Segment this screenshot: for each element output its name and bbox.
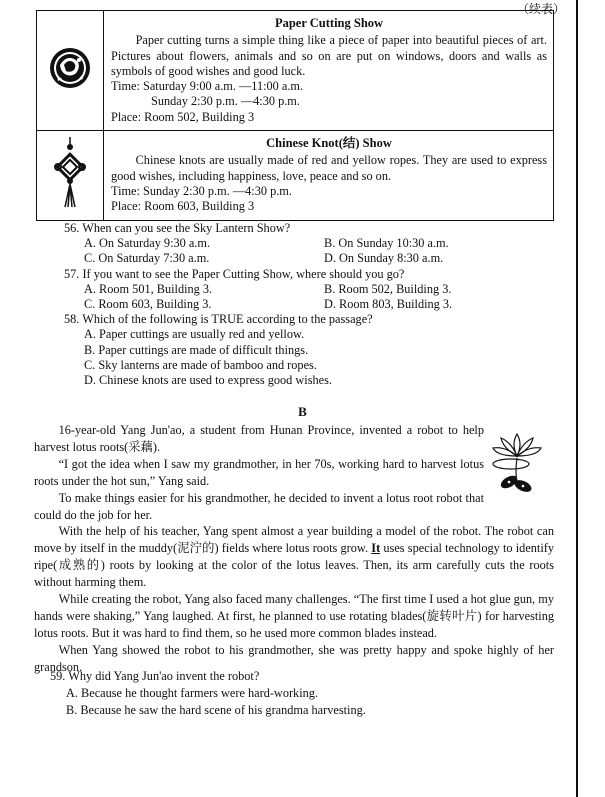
option: B. On Sunday 10:30 a.m. <box>324 236 449 251</box>
paragraph-text: special technology to identify ripe(成熟的) roots by looking at the color of the lotus leaves. Then, its arm carefully cuts the roots without harming them. <box>34 541 555 590</box>
option: B. Paper cuttings are made of difficult things. <box>84 342 309 357</box>
paragraph: “I got the idea when I saw my grandmother, in her 70s, working hard to harvest lotus roots under the hot sun,” Yang said. <box>34 456 484 488</box>
show-text-cell <box>104 131 554 220</box>
passage-b <box>34 422 554 676</box>
show-place: Place: Room 603, Building 3 <box>111 199 255 214</box>
options-grid <box>64 236 554 266</box>
paragraph-text: uses <box>383 541 405 556</box>
show-text-cell <box>104 11 554 131</box>
show-row-paper-cutting <box>37 11 554 131</box>
option: D. Room 803, Building 3. <box>324 297 453 312</box>
question-stem: 58. Which of the following is TRUE according to the passage? <box>64 312 373 327</box>
underlined-word: It <box>371 541 381 556</box>
question-stem: 56. When can you see the Sky Lantern Show? <box>64 221 291 235</box>
paper-cutting-icon <box>48 45 92 91</box>
paragraph: 16-year-old Yang Jun'ao, a student from Hunan Province, invented a robot to help harvest lotus roots(采藕). <box>34 423 484 454</box>
option: A. Paper cuttings are usually red and yellow. <box>84 327 305 342</box>
question-stem: 57. If you want to see the Paper Cutting Show, where should you go? <box>64 266 405 281</box>
option: C. On Saturday 7:30 a.m. <box>84 251 210 266</box>
paragraph: When Yang showed the robot to his grandmother, she was pretty happy and spoke highly of her grandson. <box>34 642 554 674</box>
option: B. Because he saw the hard scene of his grandma harvesting. <box>66 702 366 717</box>
show-time: Time: Sunday 2:30 p.m. —4:30 p.m. <box>111 183 292 198</box>
show-description: Paper cutting turns a simple thing like a piece of paper into beautiful pieces of art. Pictures about flowers, animals and so on are put on windows, doors and walls as symbols of good wishes and good luck. <box>111 33 547 78</box>
margin-rule <box>576 0 578 797</box>
questions-56-58 <box>64 221 554 388</box>
option: C. Sky lanterns are made of bamboo and ropes. <box>84 357 317 372</box>
show-description: Chinese knots are usually made of red and yellow ropes. They are used to express good wishes, including happiness, love, peace and so on. <box>111 153 547 183</box>
show-place: Place: Room 502, Building 3 <box>111 109 255 124</box>
paragraph-text: With the help of his teacher, Yang spent almost a year building a model of the robot. The robot can move by itself in the muddy(泥泞的) fields where lotus roots grow. <box>34 524 554 556</box>
option: A. Room 501, Building 3. <box>84 281 213 296</box>
paragraph: While creating the robot, Yang also faced many challenges. “The first time I used a hot glue gun, my hands were shaking,” Yang laughed. At first, he planned to use rotating blades(旋转叶片) for harvesting lotus roots. But it was hard to find them, so he used more common blades instead. <box>34 592 554 640</box>
option: C. Room 603, Building 3. <box>84 297 212 312</box>
show-time: Time: Saturday 9:00 a.m. —11:00 a.m. <box>111 79 304 94</box>
option: D. Chinese knots are used to express good wishes. <box>84 373 332 388</box>
show-time-2: Sunday 2:30 p.m. —4:30 p.m. <box>151 94 300 109</box>
show-title: Paper Cutting Show <box>274 16 384 30</box>
option: A. On Saturday 9:30 a.m. <box>84 236 211 251</box>
show-row-chinese-knot <box>37 131 554 220</box>
options-grid <box>64 282 554 312</box>
option: A. Because he thought farmers were hard-working. <box>66 685 318 700</box>
show-image-cell <box>37 11 104 131</box>
continued-label: （续表） <box>516 2 565 16</box>
option: D. On Sunday 8:30 a.m. <box>324 251 444 266</box>
question-stem: 59. Why did Yang Jun'ao invent the robot? <box>50 669 260 683</box>
show-title: Chinese Knot(结) Show <box>266 136 392 151</box>
option: B. Room 502, Building 3. <box>324 281 452 296</box>
section-heading: B <box>298 404 307 419</box>
question-59 <box>50 668 550 718</box>
shows-table <box>36 10 554 221</box>
paragraph <box>34 523 554 591</box>
paragraph: To make things easier for his grandmother, he decided to invent a lotus root robot that could do the job for her. <box>34 490 484 522</box>
show-image-cell <box>37 131 104 220</box>
chinese-knot-icon <box>53 137 87 209</box>
